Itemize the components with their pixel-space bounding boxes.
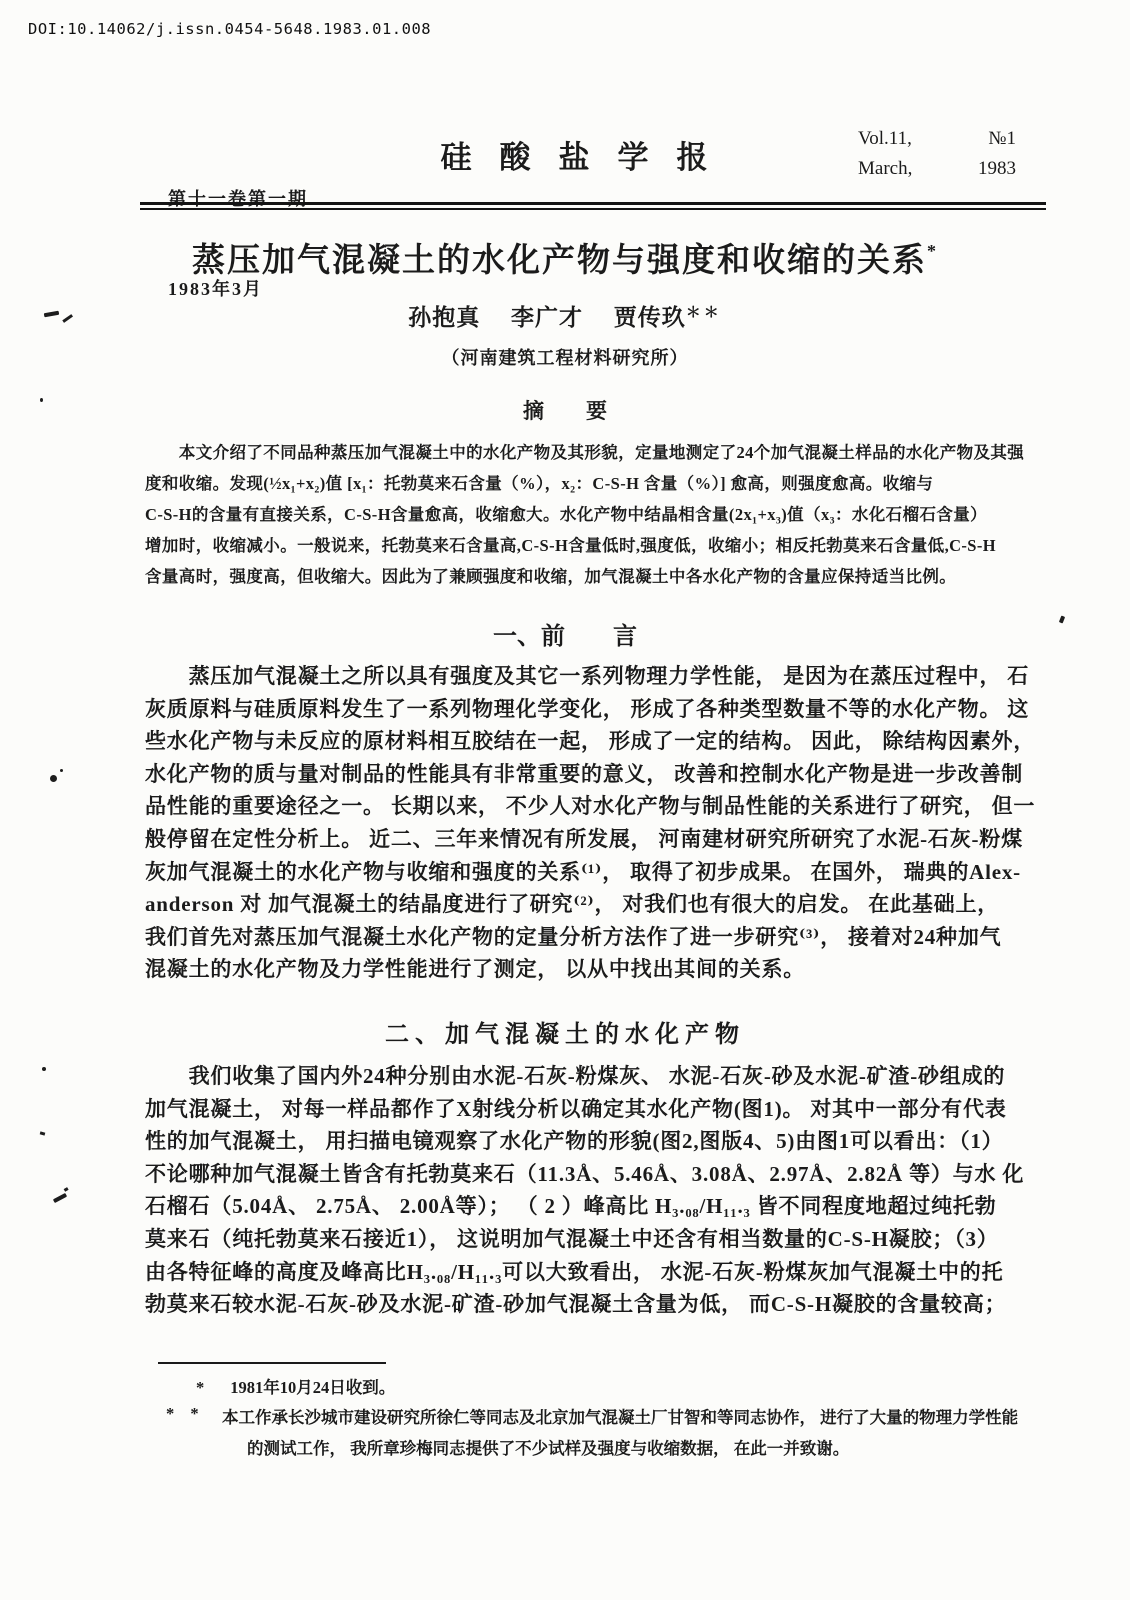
scan-artifact [64,1187,69,1191]
journal-title: 硅酸盐学报 [440,140,736,175]
section-2-body [145,1060,1045,1321]
abstract-body [145,437,1035,592]
text-line: 增加时，收缩减小。一般说来，托勃莫来石含量高,C-S-H含量低时,强度低，收缩小；相反托勃莫来石含量低,C-S-H [145,536,997,555]
issue-date-cn: 1983年3月 [168,279,263,299]
scan-artifact [50,775,57,782]
scan-artifact [40,398,43,402]
text-line: 灰质原料与硅质原料发生了一系列物理化学变化， 形成了各种类型数量不等的水化产物。 这 [145,696,1030,721]
text-line: 本文介绍了不同品种蒸压加气混凝土中的水化产物及其形貌，定量地测定了24个加气混凝土样品的水化产物及其强 [145,443,1025,462]
issue-info-en [858,124,1016,184]
text-line: 度和收缩。发现(½x₁+x₂)值 [x₁：托勃莫来石含量（%），x₂：C-S-H 含量（%）] 愈高，则强度愈高。收缩与 [145,474,934,493]
text-line: 蒸压加气混凝土之所以具有强度及其它一系列物理力学性能， 是因为在蒸压过程中， 石 [145,664,1030,688]
author-footnote-marker: ＊＊ [685,305,722,321]
text-line: 我们收集了国内外24种分别由水泥-石灰-粉煤灰、 水泥-石灰-砂及水泥-矿渣-砂组成的 [145,1064,1006,1088]
footnote-ack-line1: 本工作承长沙城市建设研究所徐仁等同志及北京加气混凝土厂甘智和等同志协作， 进行了大量的物理力学性能 [222,1408,1019,1427]
vol-en: Vol.11, [858,128,912,149]
text-line: 水化产物的质与量对制品的性能具有非常重要的意义， 改善和控制水化产物是进一步改善制 [145,761,1024,786]
footnote-received-marker: * [196,1378,205,1397]
section-1-body [145,660,1045,986]
text-line: C-S-H的含量有直接关系，C-S-H含量愈高，收缩愈大。水化产物中结晶相含量(2x₁+x₃)值（x₃：水化石榴石含量） [145,505,988,524]
issue-month-year-en [858,154,1016,184]
header-divider [140,202,1046,210]
abstract-heading: 摘 要 [523,399,607,423]
footnote-acknowledgement [222,1402,1042,1464]
article-title-text: 蒸压加气混凝土的水化产物与强度和收缩的关系 [192,243,927,279]
footnote-divider [158,1362,386,1364]
no-en: №1 [988,128,1016,149]
month-en: March, [858,158,913,179]
scan-artifact [40,1131,46,1135]
footnote-received [196,1374,395,1398]
text-line: anderson 对 加气混凝土的结晶度进行了研究⁽²⁾， 对我们也有很大的启发。 在此基础上， [145,892,1000,917]
text-line: 般停留在定性分析上。 近二、三年来情况有所发展， 河南建材研究所研究了水泥-石灰-粉煤 [145,826,1023,851]
issue-vol-no-en [858,124,1016,154]
text-line: 含量高时，强度高，但收缩大。因此为了兼顾强度和收缩，加气混凝土中各水化产物的含量应保持适当比例。 [145,567,957,586]
text-line: 莫来石（纯托勃莫来石接近1）， 这说明加气混凝土中还含有相当数量的C-S-H凝胶；（3） [145,1226,999,1251]
footnote-ack-marker: * * [166,1404,205,1423]
text-line: 品性能的重要途径之一。 长期以来， 不少人对水化产物与制品性能的关系进行了研究， 但一 [145,794,1036,819]
section-2-heading: 二、加气混凝土的水化产物 [385,1022,745,1048]
title-footnote-marker: * [927,241,938,261]
issue-volume-cn: 第十一卷第一期 [168,189,308,209]
footnote-received-text: 1981年10月24日收到。 [230,1378,396,1397]
author-names: 孙抱真 李广才 贾传玖 [408,305,686,330]
text-line: 些水化产物与未反应的原材料相互胶结在一起， 形成了一定的结构。 因此， 除结构因素外， [145,729,1036,754]
text-line: 不论哪种加气混凝土皆含有托勃莫来石（11.3Å、5.46Å、3.08Å、2.97Å、2.82Å 等）与水 化 [145,1161,1025,1186]
text-line: 由各特征峰的高度及峰高比H₃.₀₈/H₁₁.₃可以大致看出， 水泥-石灰-粉煤灰加气混凝土中的托 [145,1259,1004,1284]
text-line: 我们首先对蒸压加气混凝土水化产物的定量分析方法作了进一步研究⁽³⁾， 接着对24种加气 [145,924,1002,949]
year-en: 1983 [978,158,1016,179]
text-line: 石榴石（5.04Å、 2.75Å、 2.00Å等）； （ 2 ）峰高比 H₃.₀₈/H₁₁.₃ 皆不同程度地超过纯托勃 [145,1194,997,1219]
scan-artifact [60,769,63,772]
author-line [0,299,1130,332]
scan-artifact [42,1067,46,1071]
text-line: 勃莫来石较水泥-石灰-砂及水泥-矿渣-砂加气混凝土含量为低， 而C-S-H凝胶的含量较高； [145,1292,1007,1317]
scan-artifact [53,1193,67,1203]
section-1-heading: 一、前 言 [493,624,637,650]
footnote-ack-line2: 的测试工作， 我所章珍梅同志提供了不少试样及强度与收缩数据， 在此一并致谢。 [247,1439,850,1458]
text-line: 混凝土的水化产物及力学性能进行了测定， 以从中找出其间的关系。 [145,957,806,982]
affiliation: （河南建筑工程材料研究所） [441,348,689,368]
text-line: 灰加气混凝土的水化产物与收缩和强度的关系⁽¹⁾， 取得了初步成果。 在国外， 瑞典的Alex- [145,859,1021,884]
text-line: 性的加气混凝土， 用扫描电镜观察了水化产物的形貌(图2,图版4、5)由图1可以看出：（1） [145,1129,1004,1154]
article-title [0,234,1130,281]
text-line: 加气混凝土， 对每一样品都作了X射线分析以确定其水化产物(图1)。 对其中一部分有代表 [145,1096,1007,1121]
doi-line: DOI:10.14062/j.issn.0454-5648.1983.01.008 [28,20,432,38]
